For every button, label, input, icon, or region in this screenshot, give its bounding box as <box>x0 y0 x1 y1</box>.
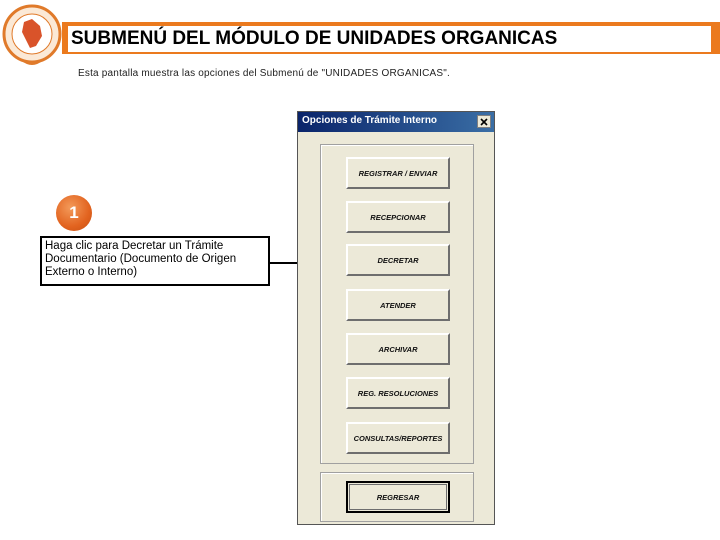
return-button[interactable]: REGRESAR <box>346 481 450 513</box>
instruction-callout: Haga clic para Decretar un Trámite Documentario (Documento de Origen Externo o Interno) <box>40 236 270 286</box>
dialog-titlebar <box>298 112 494 132</box>
attend-button[interactable]: ATENDER <box>346 289 450 321</box>
reports-button[interactable]: CONSULTAS/REPORTES <box>346 422 450 454</box>
options-dialog <box>297 111 495 525</box>
resolutions-button[interactable]: REG. RESOLUCIONES <box>346 377 450 409</box>
dialog-title: Opciones de Trámite Interno <box>302 115 438 126</box>
close-icon <box>480 118 488 126</box>
institution-logo <box>2 2 62 72</box>
page-subtitle: Esta pantalla muestra las opciones del Submenú de "UNIDADES ORGANICAS". <box>78 68 451 79</box>
archive-button[interactable]: ARCHIVAR <box>346 333 450 365</box>
register-send-button[interactable]: REGISTRAR / ENVIAR <box>346 157 450 189</box>
step-number-badge: 1 <box>56 195 92 231</box>
close-button[interactable] <box>477 115 491 128</box>
receive-button[interactable]: RECEPCIONAR <box>346 201 450 233</box>
page-title: SUBMENÚ DEL MÓDULO DE UNIDADES ORGANICAS <box>68 26 711 52</box>
decree-button[interactable]: DECRETAR <box>346 244 450 276</box>
